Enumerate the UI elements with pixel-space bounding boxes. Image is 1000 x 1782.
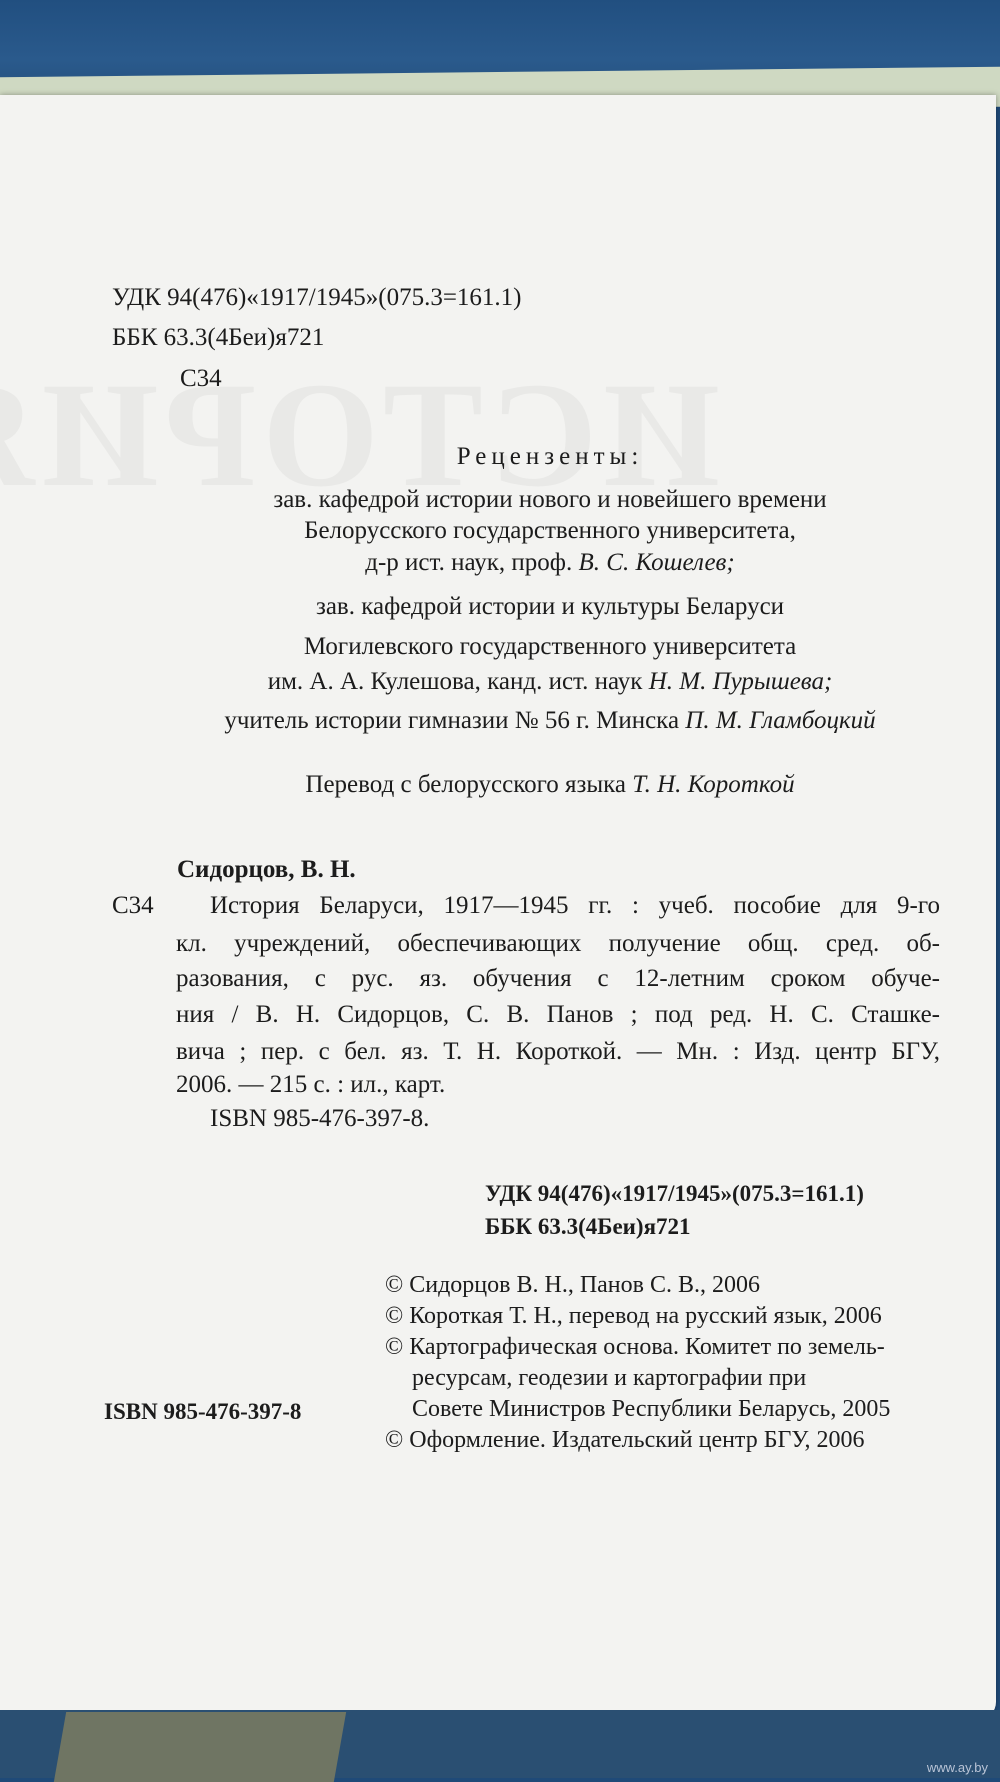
record-author: Сидорцов, В. Н. (177, 856, 356, 883)
translation-credit: Перевод с белорусского языка Т. Н. Короткой (305, 771, 795, 798)
reviewer-line: Могилевского государственного университета (303, 633, 797, 660)
reviewer-line: им. А. А. Кулешова, канд. ист. наук Н. М. Пурышева; (267, 668, 833, 695)
reviewer-line: д-р ист. наук, проф. В. С. Кошелев; (365, 549, 735, 576)
record-line: разования, с рус. яз. обучения с 12-летним сроком обуче- (176, 965, 940, 992)
record-line: История Беларуси, 1917—1945 гг. : учеб. пособие для 9-го (210, 892, 940, 919)
record-line: вича ; пер. с бел. яз. Т. Н. Короткой. — Мн. : Изд. центр БГУ, (176, 1038, 940, 1065)
watermark: www.ay.by (926, 1760, 988, 1775)
reviewer-line: учитель истории гимназии № 56 г. Минска П. М. Гламбоцкий (224, 707, 876, 734)
record-line: кл. учреждений, обеспечивающих получение общ. сред. об- (176, 930, 940, 957)
reviewer-line: Белорусского государственного университета, (304, 517, 796, 544)
record-line: ния / В. Н. Сидорцов, С. В. Панов ; под ред. Н. С. Сташке- (176, 1001, 940, 1028)
copyright-line: Совете Министров Республики Беларусь, 2005 (412, 1396, 891, 1422)
copyright-line: © Короткая Т. Н., перевод на русский язык, 2006 (385, 1303, 882, 1329)
record-code: С34 (112, 892, 154, 919)
record-line: 2006. — 215 с. : ил., карт. (176, 1071, 446, 1098)
record-isbn: ISBN 985-476-397-8. (210, 1105, 430, 1132)
reviewer-line: зав. кафедрой истории и культуры Беларуси (315, 593, 785, 620)
isbn-bottom: ISBN 985-476-397-8 (104, 1399, 302, 1424)
copyright-line: ресурсам, геодезии и картографии при (412, 1365, 807, 1391)
bookmark-ribbon (54, 1712, 346, 1782)
bbk-top: ББК 63.3(4Беи)я721 (112, 324, 325, 351)
reviewers-heading: Рецензенты: (456, 443, 644, 470)
code-top: С34 (180, 365, 222, 392)
copyright-line: © Оформление. Издательский центр БГУ, 2006 (385, 1427, 865, 1453)
udk-bottom: УДК 94(476)«1917/1945»(075.3=161.1) (485, 1181, 864, 1206)
reviewer-line: зав. кафедрой истории нового и новейшего времени (273, 486, 827, 513)
udk-top: УДК 94(476)«1917/1945»(075.3=161.1) (112, 284, 522, 311)
bbk-bottom: ББК 63.3(4Беи)я721 (485, 1214, 691, 1239)
copyright-line: © Картографическая основа. Комитет по земель- (385, 1334, 885, 1360)
copyright-line: © Сидорцов В. Н., Панов С. В., 2006 (385, 1272, 760, 1298)
